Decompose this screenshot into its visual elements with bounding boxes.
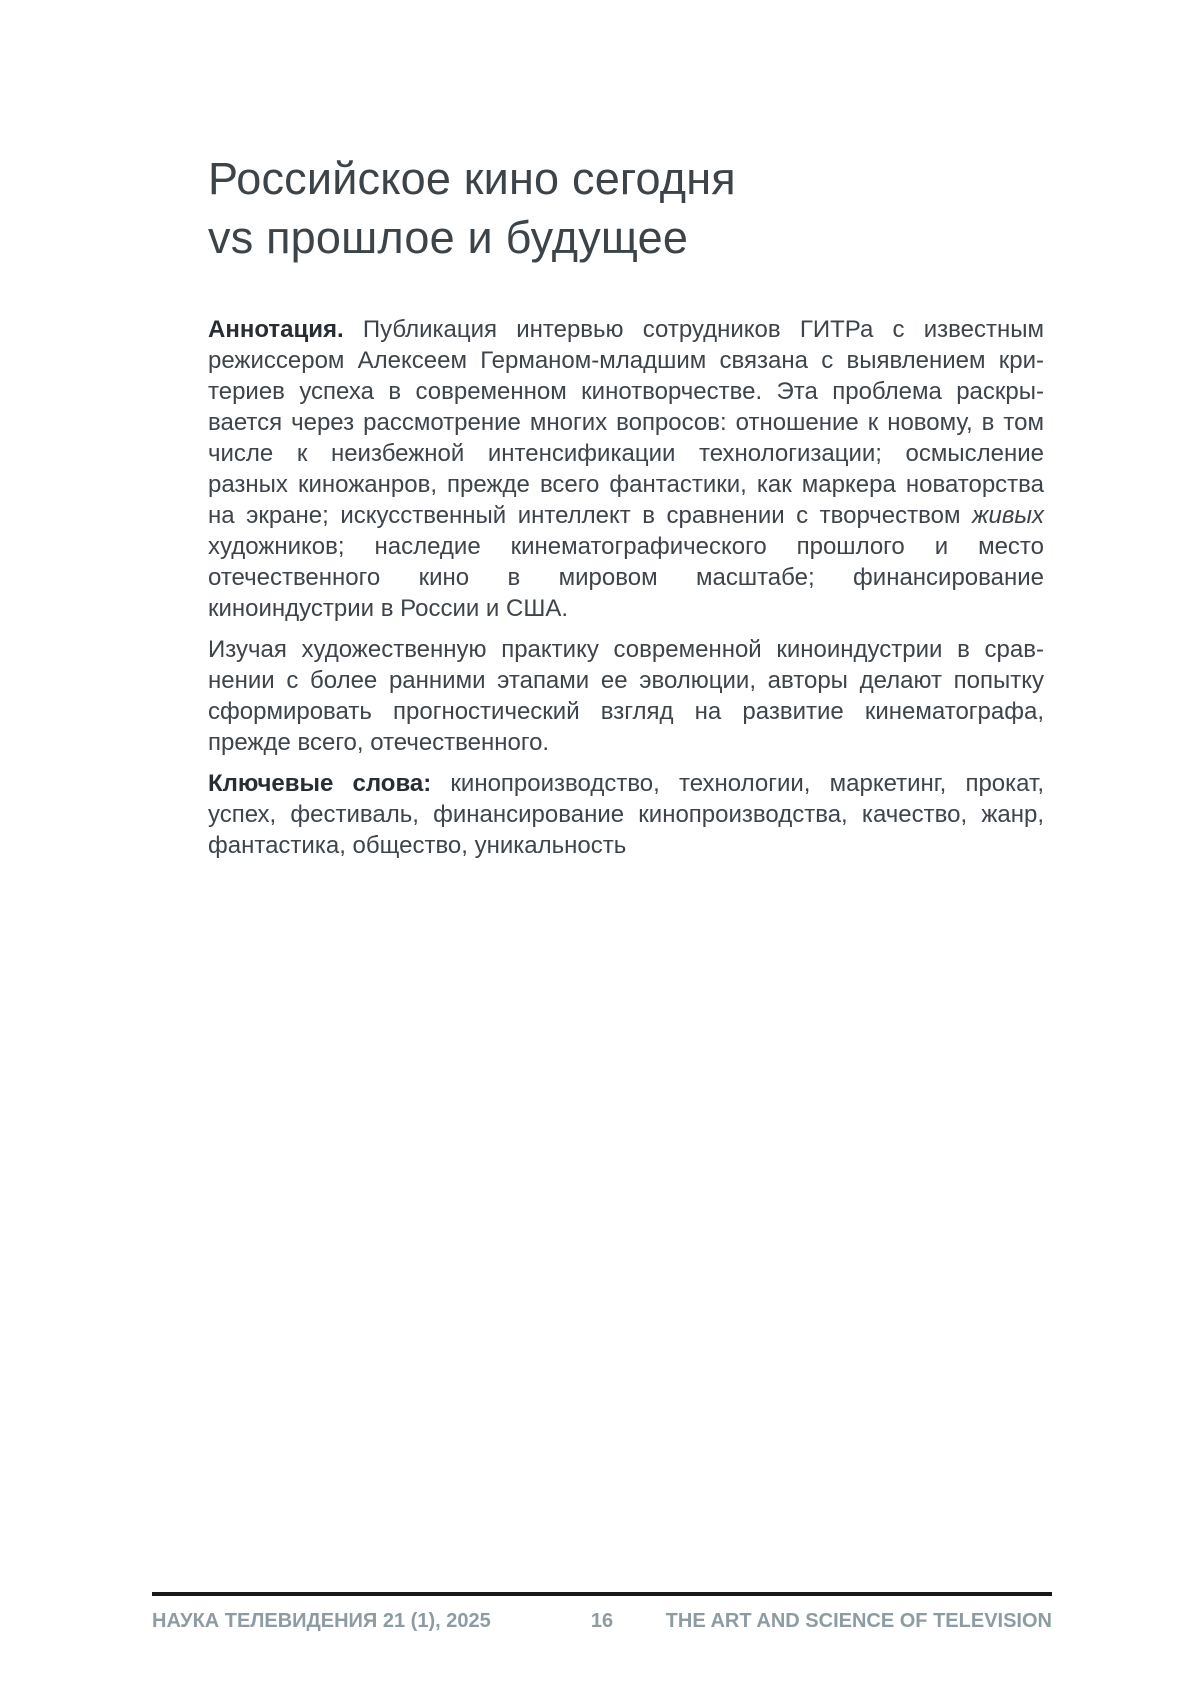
abstract-paragraph <box>208 314 1044 624</box>
keywords-label: Ключевые слова: <box>208 770 432 797</box>
keywords-paragraph <box>208 768 1044 861</box>
article-title-line1: Российское кино сегодня <box>208 153 736 204</box>
footer-journal-title-ru: НАУКА ТЕЛЕВИДЕНИЯ 21 (1), 2025 <box>152 1610 491 1632</box>
abstract-label: Аннотация. <box>208 316 344 343</box>
abstract-text-after-italic: художников; наследие кинематографического прошлого и место отечественного кино в мировом масштабе; финансирование киноиндустрии в России и США. <box>208 533 1044 622</box>
summary-paragraph: Изучая художественную практику современной киноиндустрии в сравнении с более ранними этапами ее эволюции, авторы делают попытку сформировать прогностический взгляд на развитие кинематографа, прежде всего, отечественного. <box>208 636 1044 756</box>
abstract-text-before-italic: Публикация интервью сотрудников ГИТРа с известным режиссером Алексеем Германом-младшим связана с выявлением критериев успеха в современном кинотворчестве. Эта проблема раскрывается через рассмотрение многих вопросов: отношение к новому, в том числе к неизбежной интенсификации технологизации; осмысление разных киножанров, прежде всего фантастики, как маркера новаторства на экране; искусственный интеллект в сравнении с творчеством <box>208 316 1044 529</box>
abstract-italic-word: живых <box>971 502 1044 529</box>
title-block <box>208 150 1068 267</box>
footer-rule <box>152 1592 1052 1596</box>
footer-page-number: 16 <box>590 1610 614 1632</box>
keywords-text: кинопроизводство, технологии, маркетинг, прокат, успех, фестиваль, финансирование кинопроизводства, качество, жанр, фантастика, общество, уникальность <box>208 770 1044 859</box>
article-abstract-section <box>208 314 1044 871</box>
article-title-line2: vs прошлое и будущее <box>208 211 689 263</box>
article-title <box>208 150 1068 267</box>
footer-journal-title-en: THE ART AND SCIENCE OF TELEVISION <box>665 1610 1052 1632</box>
footer-row <box>152 1610 1052 1640</box>
